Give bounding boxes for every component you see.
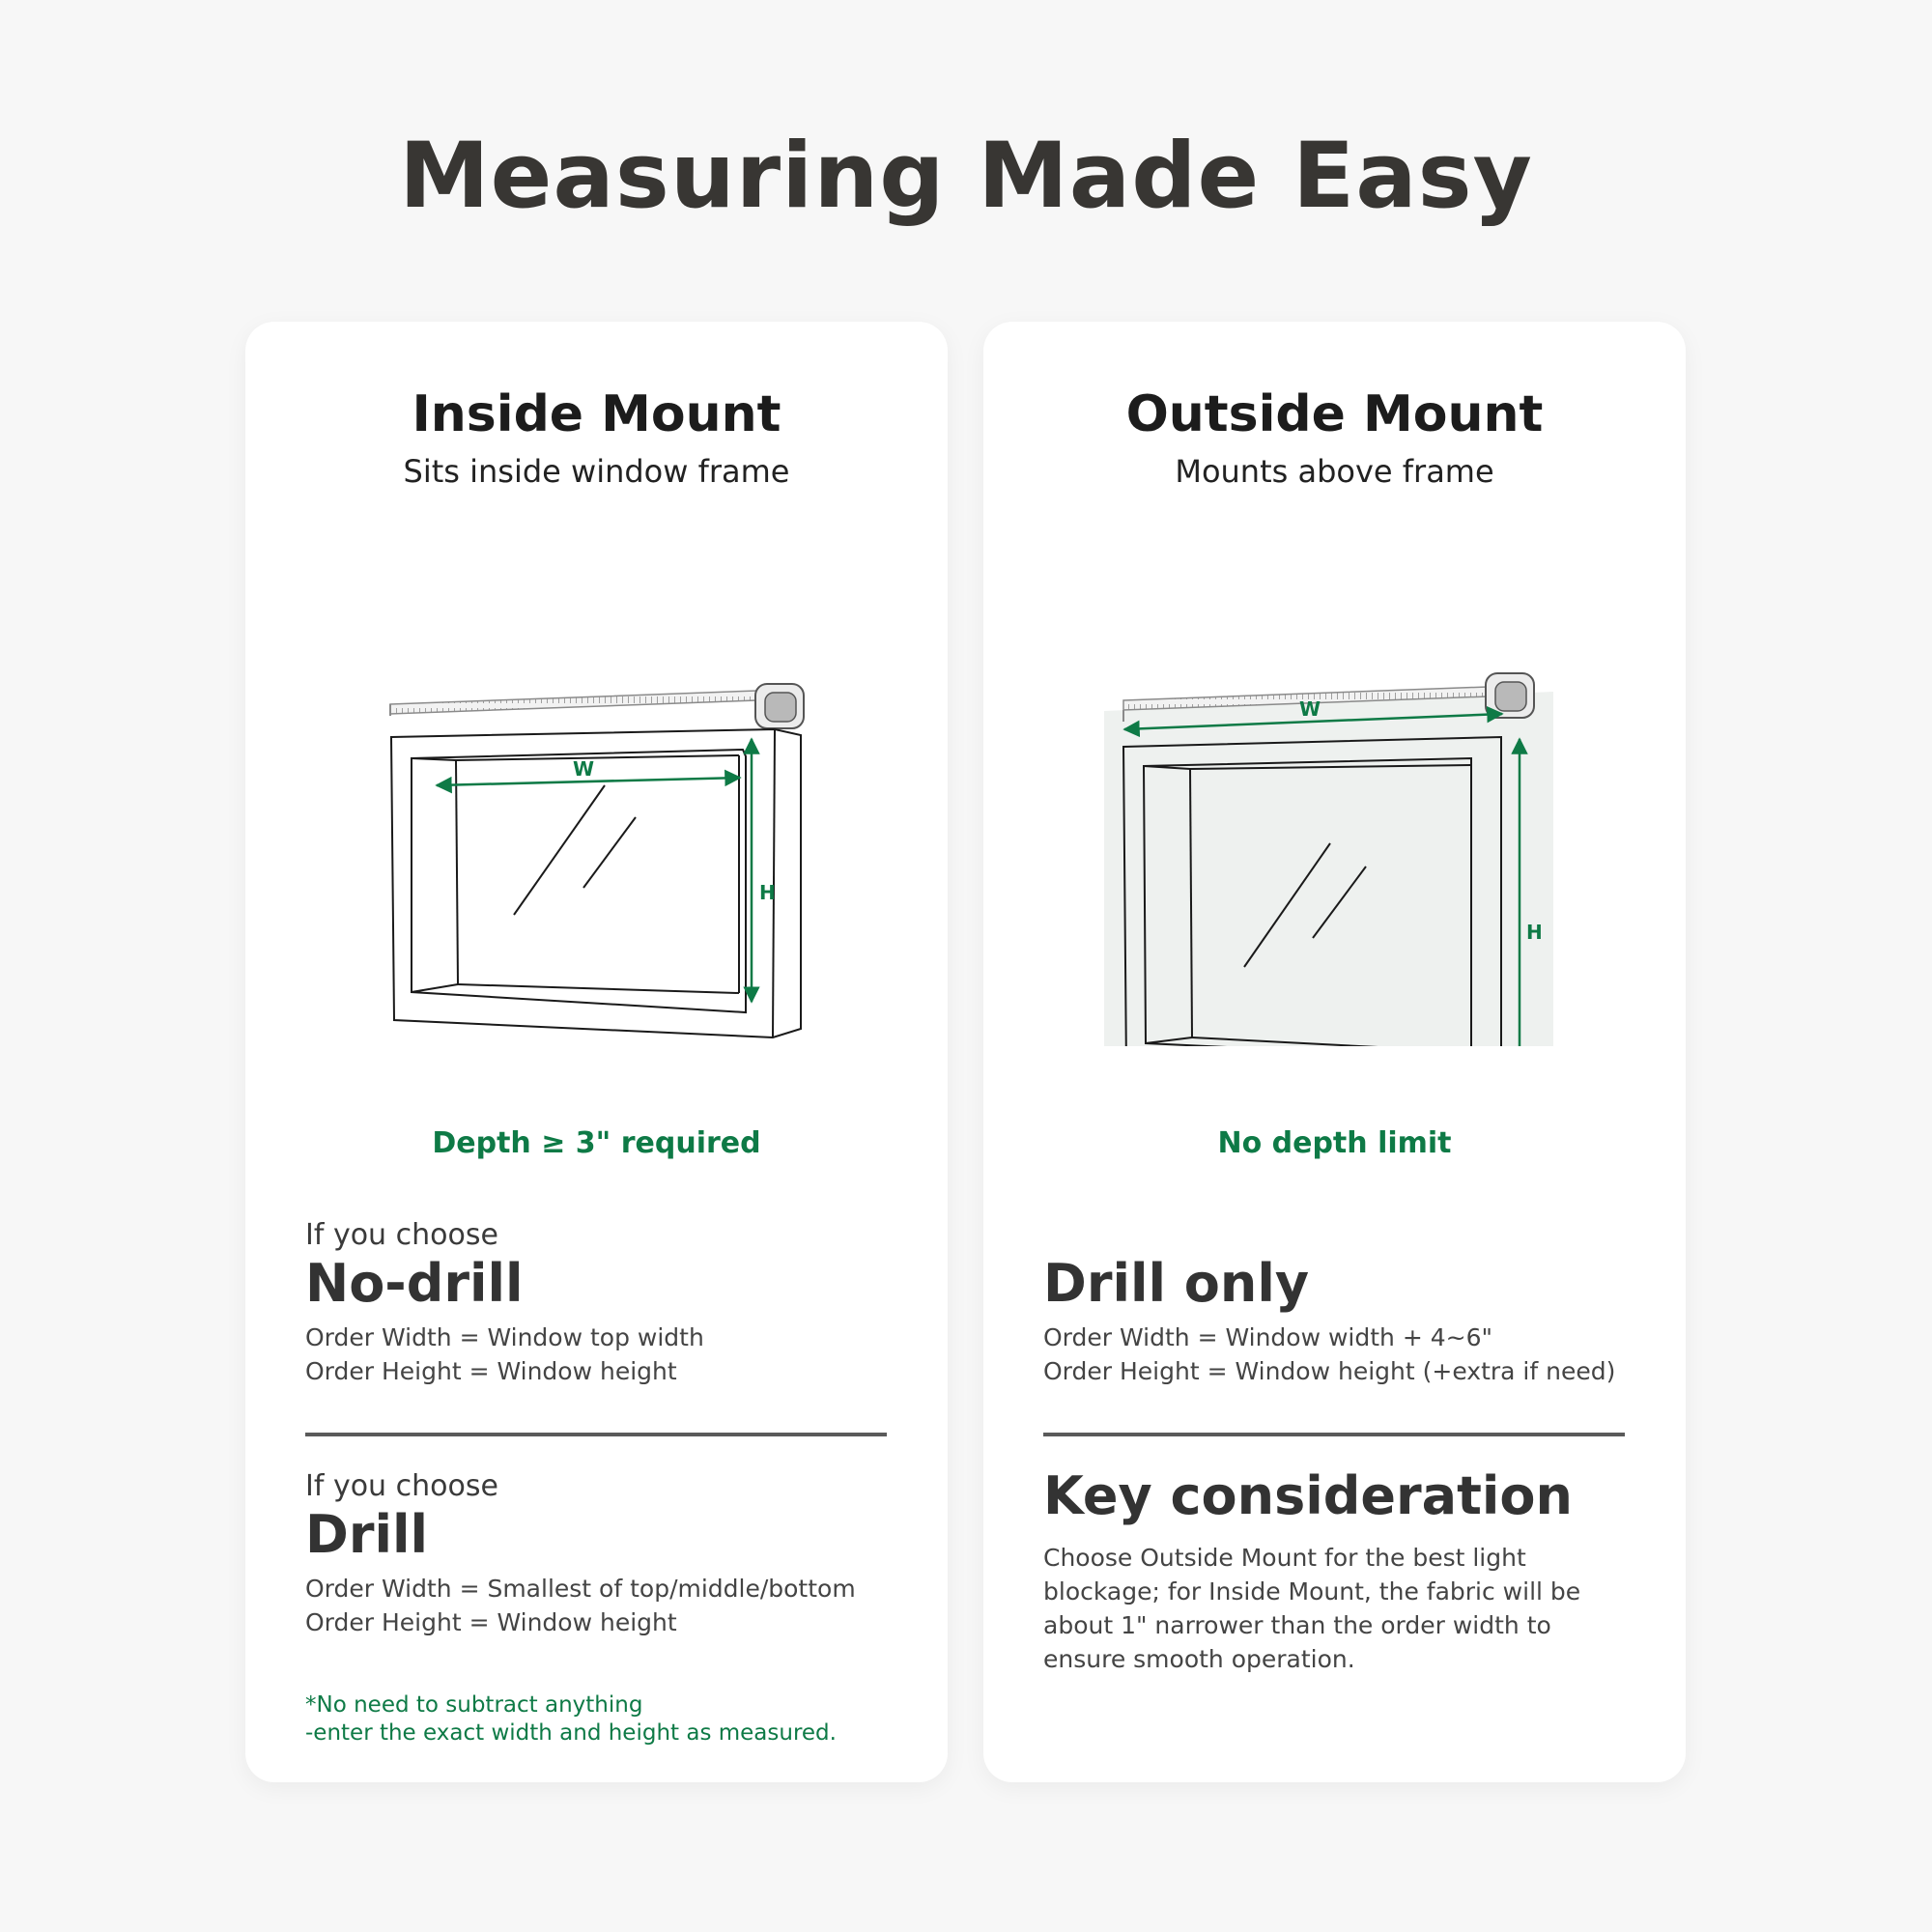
inside-mount-subtitle: Sits inside window frame: [403, 453, 790, 490]
formula-line: Order Height = Window height: [305, 1608, 677, 1636]
footnote: [305, 1691, 904, 1747]
footnote-line: *No need to subtract anything: [305, 1692, 643, 1718]
outside-mount-subtitle: Mounts above frame: [1175, 453, 1494, 490]
height-label: H: [759, 881, 776, 904]
drill-title: Drill: [305, 1504, 428, 1565]
width-label: W: [1298, 697, 1321, 721]
page-title: Measuring Made Easy: [399, 124, 1533, 229]
section-divider: [1043, 1433, 1625, 1436]
choose-label: If you choose: [305, 1469, 498, 1503]
height-label: H: [1526, 921, 1543, 944]
paragraph-line: about 1" narrower than the order width to: [1043, 1611, 1551, 1639]
formula-line: Order Width = Window top width: [305, 1323, 704, 1351]
inside-mount-title: Inside Mount: [412, 385, 781, 443]
no-drill-title: No-drill: [305, 1253, 524, 1314]
key-consideration-text: [1043, 1541, 1633, 1676]
section-divider: [305, 1433, 887, 1436]
tape-measure-icon: [390, 684, 804, 728]
inside-mount-diagram: [245, 496, 948, 1046]
no-drill-formula: [305, 1321, 895, 1388]
key-consideration-title: Key consideration: [1043, 1465, 1573, 1526]
drill-only-formula: [1043, 1321, 1633, 1388]
outside-mount-title: Outside Mount: [1125, 385, 1544, 443]
depth-requirement: Depth ≥ 3" required: [432, 1126, 761, 1160]
drill-formula: [305, 1572, 895, 1639]
formula-line: Order Width = Smallest of top/middle/bottom: [305, 1575, 856, 1603]
formula-line: Order Width = Window width + 4~6": [1043, 1323, 1492, 1351]
outside-mount-diagram: [983, 496, 1686, 1046]
drill-only-title: Drill only: [1043, 1253, 1310, 1314]
window-frame-icon: [391, 729, 801, 1037]
inside-mount-card: [245, 322, 948, 1782]
paragraph-line: ensure smooth operation.: [1043, 1645, 1355, 1673]
key-consideration-section: [1043, 1465, 1633, 1676]
no-drill-section: [305, 1218, 895, 1388]
width-label: W: [572, 757, 595, 781]
choose-label: If you choose: [305, 1218, 498, 1252]
drill-section: [305, 1469, 895, 1639]
paragraph-line: Choose Outside Mount for the best light: [1043, 1544, 1526, 1572]
paragraph-line: blockage; for Inside Mount, the fabric will be: [1043, 1577, 1581, 1605]
formula-line: Order Height = Window height: [305, 1357, 677, 1385]
footnote-line: -enter the exact width and height as measured.: [305, 1720, 837, 1746]
outside-mount-card: [983, 322, 1686, 1782]
drill-only-section: [1043, 1253, 1633, 1388]
depth-requirement: No depth limit: [1217, 1126, 1452, 1160]
formula-line: Order Height = Window height (+extra if need): [1043, 1357, 1616, 1385]
